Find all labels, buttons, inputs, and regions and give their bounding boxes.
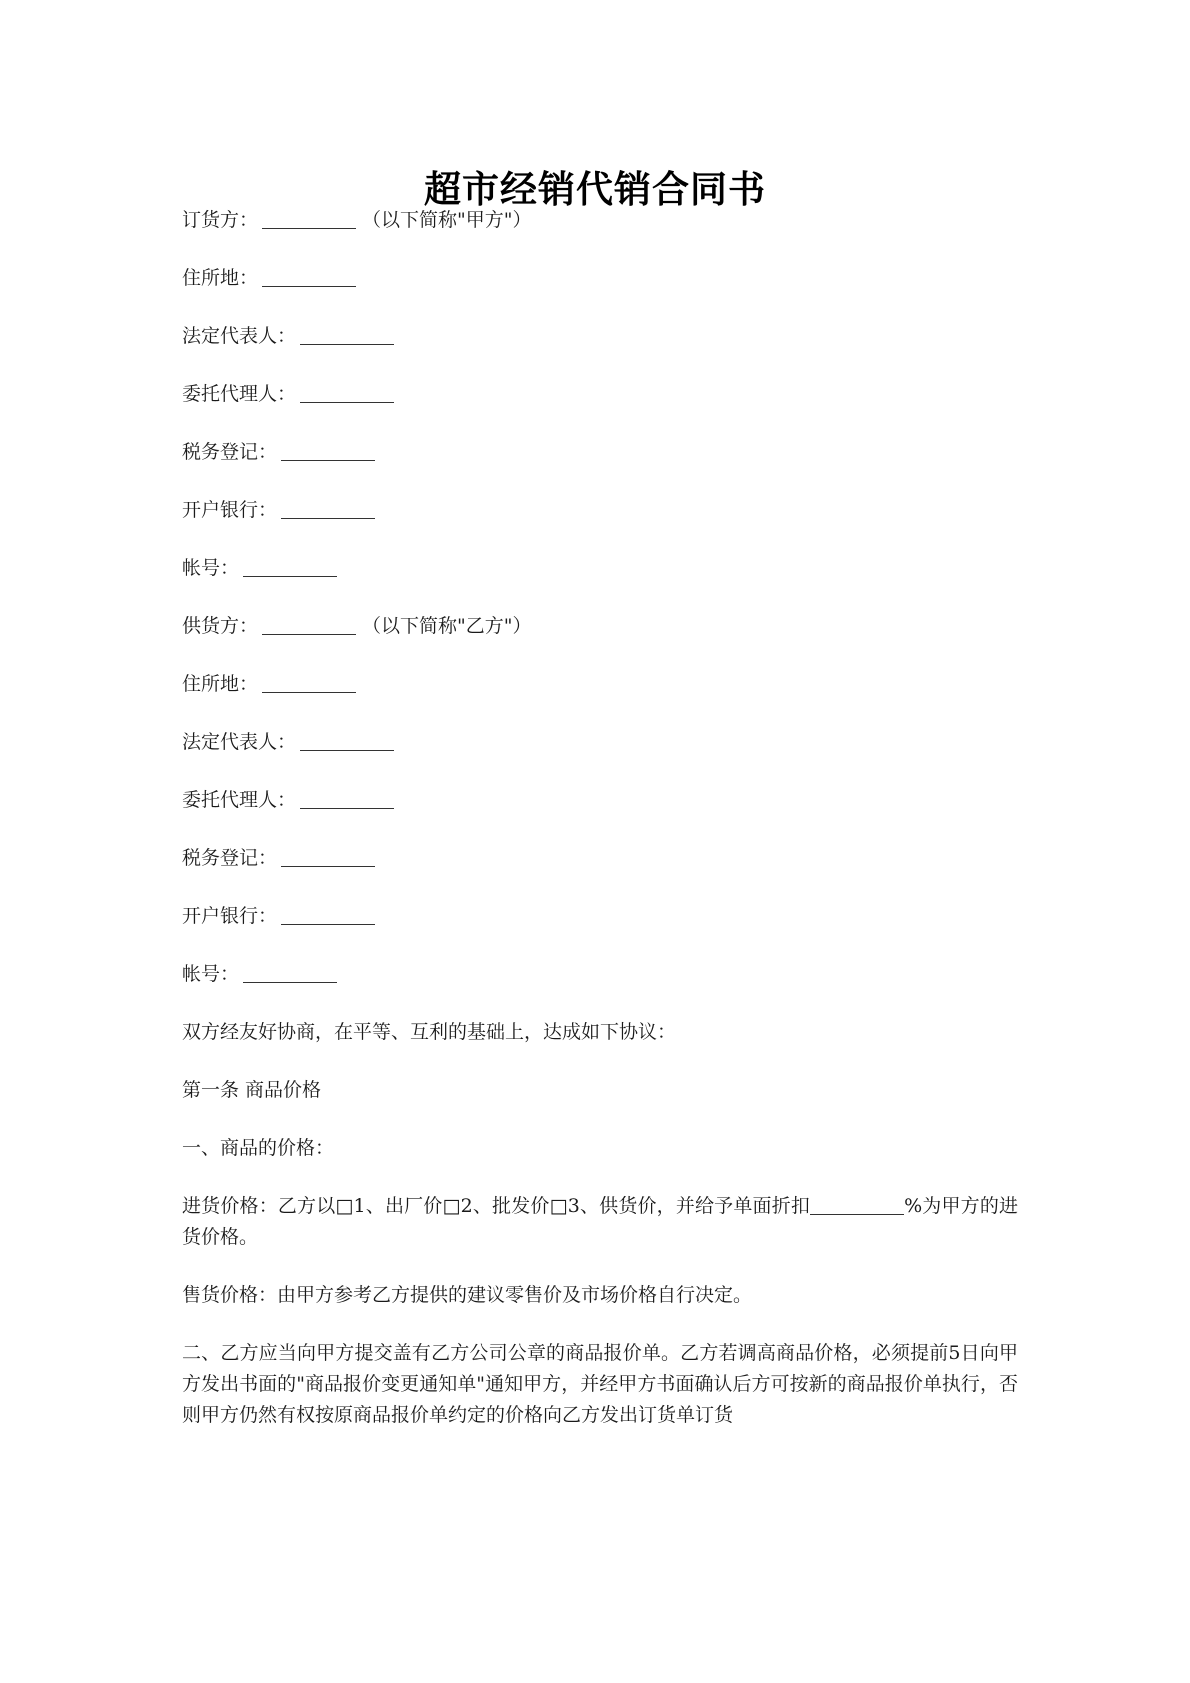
orderer-label: 订货方：	[182, 209, 259, 231]
bank-blank[interactable]	[281, 498, 375, 519]
address-label: 住所地：	[182, 267, 259, 289]
orderer-blank[interactable]	[262, 208, 356, 229]
party-a-legal-rep-field	[182, 321, 1018, 352]
legal-rep-label: 法定代表人：	[182, 731, 297, 753]
legal-rep-blank[interactable]	[300, 324, 394, 345]
address-label: 住所地：	[182, 673, 259, 695]
agent-label: 委托代理人：	[182, 383, 297, 405]
article-1-heading: 第一条 商品价格	[182, 1079, 322, 1101]
sale-price-paragraph: 售货价格：由甲方参考乙方提供的建议零售价及市场价格自行决定。	[182, 1284, 753, 1306]
agent-blank[interactable]	[300, 382, 394, 403]
purchase-price-suffix: %为甲方的进货价格。	[182, 1195, 1018, 1248]
address-blank[interactable]	[262, 672, 356, 693]
party-a-orderer-field	[182, 205, 1018, 236]
party-a-account-field	[182, 553, 1018, 584]
bank-label: 开户银行：	[182, 905, 278, 927]
party-a-bank-field	[182, 495, 1018, 526]
discount-blank[interactable]	[810, 1194, 904, 1215]
legal-rep-label: 法定代表人：	[182, 325, 297, 347]
agent-label: 委托代理人：	[182, 789, 297, 811]
intro-paragraph: 双方经友好协商，在平等、互利的基础上，达成如下协议：	[182, 1021, 677, 1043]
bank-blank[interactable]	[281, 904, 375, 925]
tax-label: 税务登记：	[182, 847, 278, 869]
purchase-price-prefix: 进货价格：乙方以□1、出厂价□2、批发价□3、供货价，并给予单面折扣	[182, 1195, 811, 1217]
supplier-suffix: （以下简称"乙方"）	[362, 615, 532, 637]
party-b-agent-field	[182, 785, 1018, 816]
section-1-heading: 一、商品的价格：	[182, 1137, 335, 1159]
tax-blank[interactable]	[281, 846, 375, 867]
party-b-supplier-field	[182, 611, 1018, 642]
account-blank[interactable]	[243, 962, 337, 983]
legal-rep-blank[interactable]	[300, 730, 394, 751]
document-title: 超市经销代销合同书	[424, 167, 766, 211]
party-a-tax-field	[182, 437, 1018, 468]
account-label: 帐号：	[182, 557, 240, 579]
tax-label: 税务登记：	[182, 441, 278, 463]
account-label: 帐号：	[182, 963, 240, 985]
orderer-suffix: （以下简称"甲方"）	[362, 209, 532, 231]
tax-blank[interactable]	[281, 440, 375, 461]
party-b-account-field	[182, 959, 1018, 990]
agent-blank[interactable]	[300, 788, 394, 809]
account-blank[interactable]	[243, 556, 337, 577]
party-b-bank-field	[182, 901, 1018, 932]
party-b-tax-field	[182, 843, 1018, 874]
section-2-paragraph: 二、乙方应当向甲方提交盖有乙方公司公章的商品报价单。乙方若调高商品价格，必须提前5日向甲方发出书面的"商品报价变更通知单"通知甲方，并经甲方书面确认后方可按新的商品报价单执行，否则甲方仍然有权按原商品报价单约定的价格向乙方发出订货单订货	[182, 1342, 1018, 1426]
party-b-legal-rep-field	[182, 727, 1018, 758]
bank-label: 开户银行：	[182, 499, 278, 521]
party-b-address-field	[182, 669, 1018, 700]
purchase-price-paragraph	[182, 1191, 1018, 1253]
party-a-address-field	[182, 263, 1018, 294]
party-a-agent-field	[182, 379, 1018, 410]
address-blank[interactable]	[262, 266, 356, 287]
supplier-label: 供货方：	[182, 615, 259, 637]
supplier-blank[interactable]	[262, 614, 356, 635]
